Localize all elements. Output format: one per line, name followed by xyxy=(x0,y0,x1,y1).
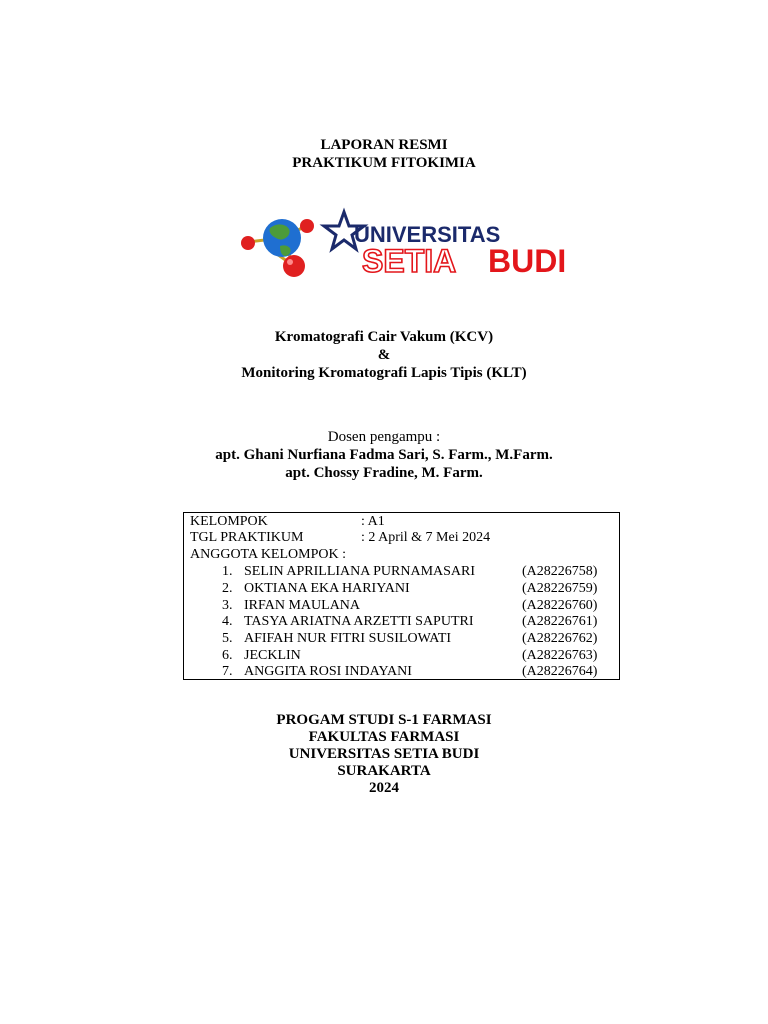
member-number: 1. xyxy=(222,564,233,579)
member-number: 7. xyxy=(222,664,233,679)
member-id: (A28226764) xyxy=(522,664,598,679)
members-label: ANGGOTA KELOMPOK : xyxy=(190,547,346,562)
group-info-box xyxy=(183,512,620,680)
footer-year: 2024 xyxy=(369,780,399,796)
member-row xyxy=(184,664,621,681)
member-id: (A28226759) xyxy=(522,581,598,596)
report-title-line-2: PRAKTIKUM FITOKIMIA xyxy=(292,155,476,171)
practicum-date-label: TGL PRAKTIKUM xyxy=(190,530,304,545)
member-name: ANGGITA ROSI INDAYANI xyxy=(244,664,412,679)
lecturer-section xyxy=(0,428,768,482)
topic-line-3: Monitoring Kromatografi Lapis Tipis (KLT) xyxy=(241,365,527,381)
lecturer-name-2: apt. Chossy Fradine, M. Farm. xyxy=(285,465,483,481)
member-number: 6. xyxy=(222,648,233,663)
member-id: (A28226762) xyxy=(522,631,598,646)
footer-university: UNIVERSITAS SETIA BUDI xyxy=(288,746,480,762)
member-name: AFIFAH NUR FITRI SUSILOWATI xyxy=(244,631,452,646)
practicum-date-value: : 2 April & 7 Mei 2024 xyxy=(361,530,491,545)
member-row xyxy=(184,614,621,631)
member-name: JECKLIN xyxy=(244,648,301,663)
member-number: 4. xyxy=(222,614,233,629)
member-name: SELIN APRILLIANA PURNAMASARI xyxy=(244,564,476,579)
atom-globe-icon xyxy=(241,219,314,277)
lecturer-name-1: apt. Ghani Nurfiana Fadma Sari, S. Farm., M.Farm. xyxy=(215,447,553,463)
member-id: (A28226761) xyxy=(522,614,598,629)
report-title-line-1: LAPORAN RESMI xyxy=(320,137,448,153)
logo-word-setia: SETIA xyxy=(362,243,457,279)
member-id: (A28226760) xyxy=(522,598,598,613)
member-row xyxy=(184,564,621,581)
university-logo xyxy=(234,206,574,284)
logo-word-budi: BUDI xyxy=(488,243,567,279)
member-id: (A28226763) xyxy=(522,648,598,663)
member-number: 2. xyxy=(222,581,233,596)
footer-faculty: FAKULTAS FARMASI xyxy=(308,729,460,745)
footer-city: SURAKARTA xyxy=(337,763,431,779)
member-number: 5. xyxy=(222,631,233,646)
member-row xyxy=(184,581,621,598)
footer-study-program: PROGAM STUDI S-1 FARMASI xyxy=(276,712,492,728)
institution-footer xyxy=(0,712,768,797)
group-label: KELOMPOK xyxy=(190,514,268,529)
member-name: OKTIANA EKA HARIYANI xyxy=(244,581,410,596)
logo-word-top: UNIVERSITAS xyxy=(354,222,501,247)
member-row xyxy=(184,598,621,615)
report-title xyxy=(0,136,768,172)
lecturer-label: Dosen pengampu : xyxy=(327,429,441,445)
report-topic xyxy=(0,328,768,382)
member-row xyxy=(184,631,621,648)
member-name: TASYA ARIATNA ARZETTI SAPUTRI xyxy=(244,614,474,629)
member-row xyxy=(184,648,621,665)
group-value: : A1 xyxy=(361,514,385,529)
topic-line-2: & xyxy=(377,347,391,363)
topic-line-1: Kromatografi Cair Vakum (KCV) xyxy=(274,329,494,345)
member-name: IRFAN MAULANA xyxy=(244,598,361,613)
member-number: 3. xyxy=(222,598,233,613)
member-id: (A28226758) xyxy=(522,564,598,579)
